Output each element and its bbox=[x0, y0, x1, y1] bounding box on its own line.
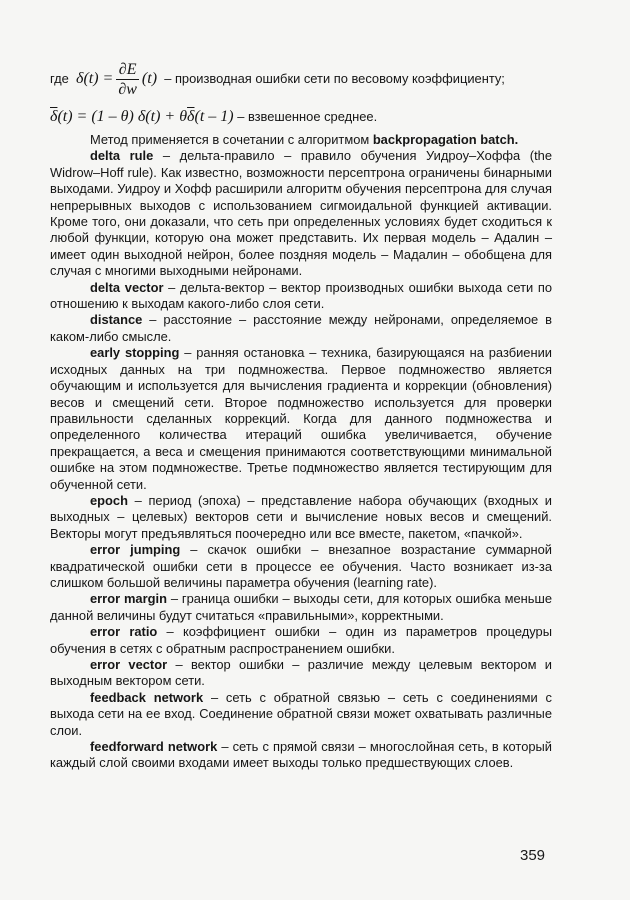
glossary-entry-feedforward-network bbox=[50, 739, 552, 772]
method-term: backpropagation batch. bbox=[372, 132, 519, 147]
glossary-entry-distance bbox=[50, 312, 552, 345]
glossary-entry-feedback-network bbox=[50, 690, 552, 739]
entry-term: error margin bbox=[90, 591, 167, 607]
method-paragraph: Метод применяется в сочетании с алгоритмом backpropagation batch. bbox=[90, 132, 519, 147]
glossary-entry-error-jumping bbox=[50, 542, 552, 591]
entry-term: error jumping bbox=[90, 542, 181, 558]
glossary-entry-early-stopping bbox=[50, 345, 552, 493]
glossary-entry-error-ratio bbox=[50, 624, 552, 657]
entry-definition: – сеть с прямой связи – многослойная сеть, в который каждый слой своими входами имеет выходы только предшествующих слоев. bbox=[50, 739, 552, 771]
glossary-entry-error-margin bbox=[50, 591, 552, 624]
entry-definition: – расстояние – расстояние между нейронами, определяемое в каком-либо смысле. bbox=[50, 312, 552, 344]
entry-term: delta vector bbox=[90, 279, 164, 295]
entry-definition: – ранняя остановка – техника, базирующаяся на разбиении исходных данных на три подмножества. Первое подмножество является обучающим и используется для вычисления градиента и коррекции (обновления) весов и смещений сети. Второе подмножество используется для проверки правильности сделанных коррекций. Когда для данного подмножества и определенного количества итераций ошибка увеличивается, обучение прекращается, а веса и смещения принимаются соответствующими минимальной ошибке на этом подмножестве. Третье подмножество является тестирующим для обученной сети. bbox=[50, 345, 552, 492]
entry-term: error vector bbox=[90, 657, 168, 672]
glossary-entry-error-vector bbox=[50, 657, 552, 690]
glossary-entry-delta-rule bbox=[50, 148, 552, 279]
entry-definition: – граница ошибки – выходы сети, для которых ошибка меньше данной величины будут считаться «правильными», корректными. bbox=[50, 591, 552, 623]
formula2-description: – взвешенное среднее. bbox=[237, 108, 378, 124]
entry-term: distance bbox=[90, 312, 143, 328]
formula2-lhs: (t) = (1 – θ) δ(t) + θ bbox=[57, 107, 188, 125]
formula2-rhs: (t – 1) bbox=[194, 107, 234, 125]
partial-fraction bbox=[115, 61, 140, 98]
formula-argument: (t) bbox=[141, 69, 158, 87]
entry-definition: – коэффициент ошибки – один из параметров процедуры обучения в сетях с обратным распространением ошибки. bbox=[50, 624, 552, 656]
entry-term: epoch bbox=[90, 492, 128, 508]
formula-lhs: δ(t) = bbox=[76, 69, 114, 87]
entry-term: feedback network bbox=[90, 689, 204, 705]
entry-definition: – дельта-вектор – вектор производных ошибки выхода сети по отношению к выходам какого-либо слоя сети. bbox=[50, 279, 553, 312]
entry-definition: – вектор ошибки – различие между целевым вектором и выходным вектором сети. bbox=[50, 657, 552, 689]
entry-definition: – дельта-правило – правило обучения Уидроу–Хоффа (the Widrow–Hoff rule). Как известно, возможности персептрона ограничены бинарными выходами. Уидроу и Хофф расширили алгоритм обучения персептрона для случая непрерывных выходов с использованием сигмоидальной функцией активации. Кроме того, они доказали, что сеть при определенных условиях будет сходиться к любой функции, которую она может представить. Их первая модель – Адалин – имеет один выходной нейрон, более поздняя модель – Мадалин – обобщена для случая с многими выходными нейронами. bbox=[50, 148, 552, 279]
formula-delta-derivative bbox=[50, 56, 552, 102]
formula-weighted-average bbox=[50, 104, 552, 130]
glossary-entry-epoch bbox=[50, 493, 552, 542]
page-content bbox=[50, 56, 552, 772]
entry-term: feedforward network bbox=[90, 739, 218, 755]
entry-definition: – сеть с обратной связью – сеть с соединениями с выхода сети на ее вход. Соединение обратной связи может охватывать различные слои. bbox=[50, 689, 552, 738]
entry-term: delta rule bbox=[90, 148, 154, 164]
fraction-numerator: ∂E bbox=[116, 61, 140, 80]
fraction-denominator: ∂w bbox=[118, 80, 137, 98]
delta-bar-symbol: $\overline{\delta}$ bbox=[50, 107, 58, 125]
formula-description: – производная ошибки сети по весовому коэффициенту; bbox=[164, 70, 505, 86]
entry-term: early stopping bbox=[90, 345, 180, 361]
formula-prefix: где bbox=[50, 70, 69, 86]
page-number: 359 bbox=[520, 847, 546, 864]
entry-definition: – период (эпоха) – представление набора обучающих (входных и выходных – целевых) векторов сети и вычисление новых весов и смещений. Векторы могут предъявляться поочередно или все вместе, пакетом, «пачкой». bbox=[50, 492, 552, 541]
delta-bar-symbol-2: $\overline{\delta}$ bbox=[187, 107, 195, 125]
glossary-entry-delta-vector bbox=[50, 280, 552, 313]
entry-term: error ratio bbox=[90, 624, 158, 640]
entry-definition: – скачок ошибки – внезапное возрастание суммарной квадратической ошибки сети в процессе ее обучения. Часто возникает из-за слишком большой величины параметра обучения (learning rate). bbox=[50, 542, 552, 590]
